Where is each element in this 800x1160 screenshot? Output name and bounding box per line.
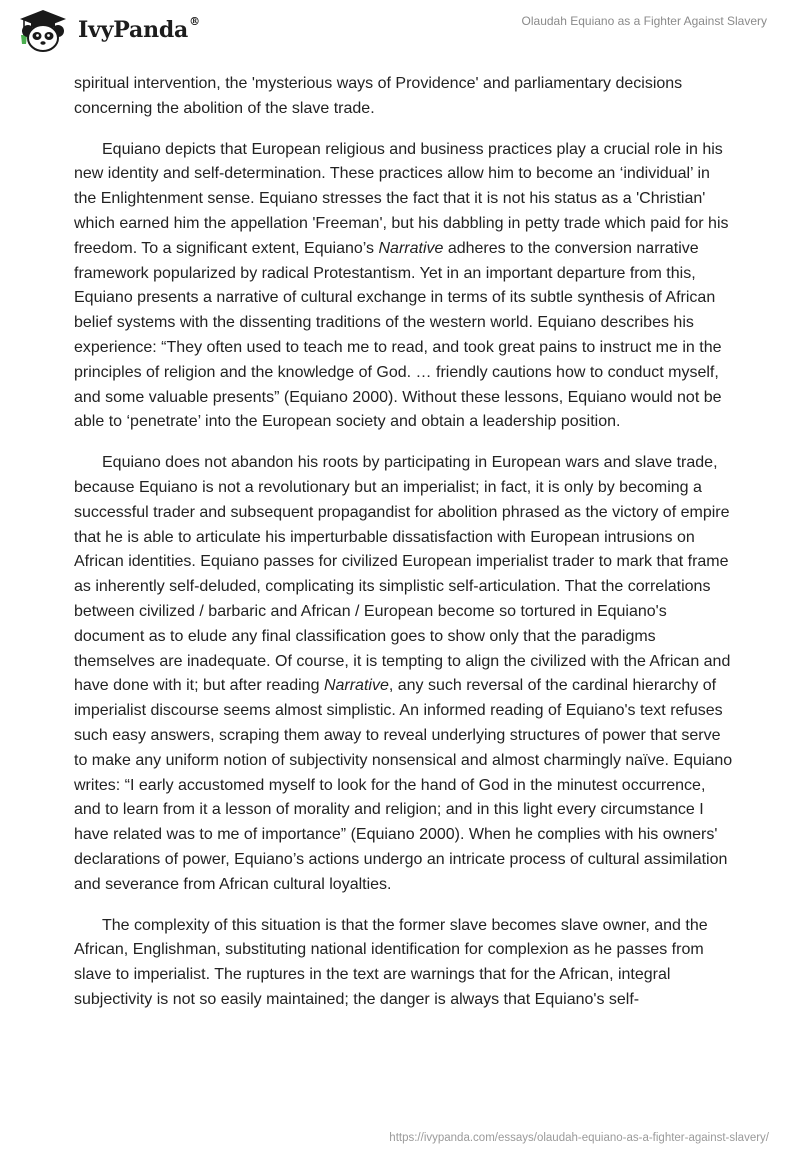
paragraph: Equiano does not abandon his roots by participating in European wars and slave trade, because Equiano is not a revolutionary but an imperialist; in fact, it is only by becoming a successful trader and subsequent propagandist for abolition phrased as the victory of empire that he is able to articulate his imperturbable dissatisfaction with European intrusions on African identities. Equiano passes for civilized European imperialist trader to mark that frame as inherently self-deluded, complicating its simplistic self-articulation. That the correlations between civilized / barbaric and African / European become so tortured in Equiano's document as to elude any final classification goes to show only that the paradigms themselves are inadequate. Of course, it is tempting to align the civilized with the African and have done with it; but after reading Narrative, any such reversal of the cardinal hierarchy of imperialist discourse seems almost simplistic. An informed reading of Equiano's text refuses such easy answers, scraping them away to reveal underlying structures of power that serve to make any uniform notion of subjectivity nonsensical and almost charmingly naïve. Equiano writes: “I early accustomed myself to look for the hand of God in the minutest occurrence, and to learn from it a lesson of morality and religion; and in this light every circumstance I have related was to me of importance” (Equiano 2000). When he complies with his owners' declarations of power, Equiano’s actions undergo an intricate process of cultural assimilation and severance from African cultural loyalties. — [74, 454, 733, 893]
paragraph: The complexity of this situation is that the former slave becomes slave owner, and the African, Englishman, substituting national identification for complexion as he passes from slave to imperialist. The ruptures in the text are warnings that for the African, integral subjectivity is not so easily maintained; the danger is always that Equiano's self- — [74, 916, 708, 1008]
brand-name: IvyPanda® — [78, 14, 200, 43]
page-header — [0, 0, 800, 62]
paragraph: Equiano depicts that European religious and business practices play a crucial role in his new identity and self-determination. These practices allow him to become an ‘individual’ in the Enlightenment sense. Equiano stresses the fact that it is not his status as a 'Christian' which earned him the appellation 'Freeman', but his dabbling in petty trade which paid for his freedom. To a significant extent, Equiano’s Narrative adheres to the conversion narrative framework popularized by radical Protestantism. Yet in an important departure from this, Equiano presents a narrative of cultural exchange in terms of its subtle synthesis of African belief systems with the dissenting traditions of the western world. Equiano describes his experience: “They often used to teach me to read, and took great pains to instruct me in the principles of religion and the knowledge of God. … friendly cautions how to conduct myself, and some valuable presents” (Equiano 2000). Without these lessons, Equiano would not be able to ‘penetrate’ into the European society and obtain a leadership position. — [74, 140, 729, 431]
panda-graduate-icon — [14, 6, 72, 54]
essay-body — [74, 72, 734, 1029]
source-url[interactable]: https://ivypanda.com/essays/olaudah-equiano-as-a-fighter-against-slavery/ — [389, 1132, 769, 1144]
logo[interactable] — [14, 6, 200, 54]
document-title: Olaudah Equiano as a Fighter Against Slavery — [521, 14, 767, 28]
paragraph: spiritual intervention, the 'mysterious ways of Providence' and parliamentary decisions concerning the abolition of the slave trade. — [74, 75, 683, 117]
